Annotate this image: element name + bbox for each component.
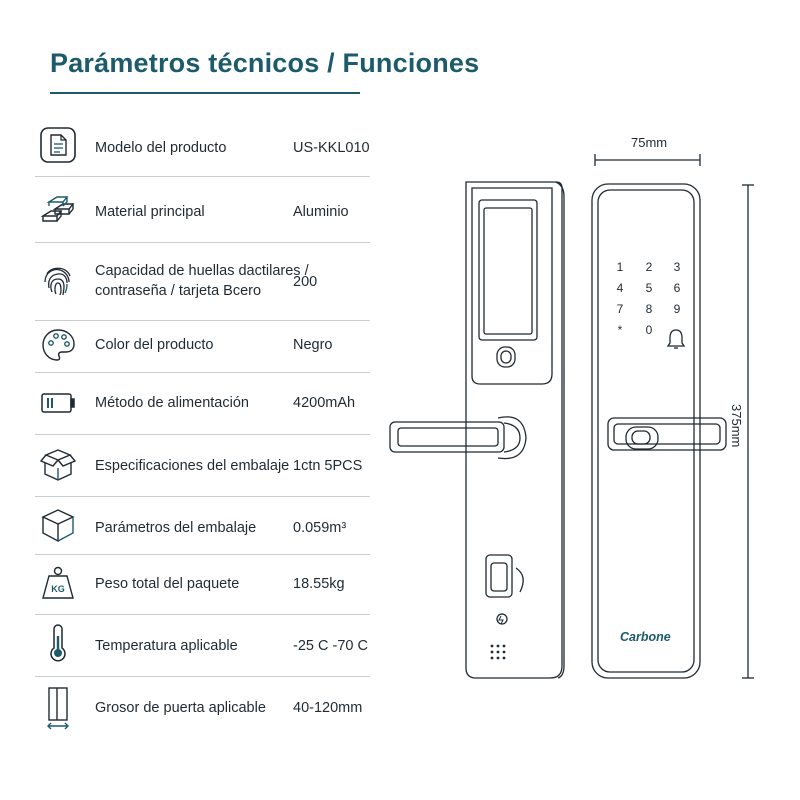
keypad [617, 260, 681, 337]
spec-row-fingerprint [35, 242, 370, 321]
spec-row-model [35, 118, 370, 177]
lock-front-view [592, 184, 726, 678]
fingerprint-icon [39, 260, 77, 298]
spec-row-weight [35, 554, 370, 615]
keypad-key: 6 [673, 281, 681, 295]
spec-row-temperature [35, 614, 370, 677]
width-dimension-label: 75mm [631, 135, 668, 150]
document-icon [39, 126, 77, 164]
spec-label: Temperatura aplicable [95, 638, 238, 654]
spec-label: Especificaciones del embalaje [95, 458, 290, 474]
smart-lock-drawing [380, 130, 790, 690]
spec-row-power [35, 372, 370, 435]
ingot-icon [39, 190, 77, 228]
keypad-key: 5 [645, 281, 653, 295]
battery-icon [39, 384, 77, 422]
spec-label: Modelo del producto [95, 140, 227, 156]
height-dimension-label: 375mm [729, 404, 744, 448]
spec-row-door-thickness [35, 676, 370, 740]
keypad-key: 3 [673, 260, 681, 274]
spec-value: 18.55kg [293, 576, 345, 592]
lock-back-view [390, 182, 564, 678]
brand-logo: Carbone [620, 630, 671, 644]
spec-label: Peso total del paquete [95, 576, 240, 592]
weight-icon-text: KG [51, 584, 65, 594]
spec-value: US-KKL010 [293, 140, 370, 156]
box-icon [39, 506, 77, 544]
keypad-key: 2 [645, 260, 653, 274]
height-dimension-line [742, 185, 754, 678]
spec-row-packaging-spec [35, 434, 370, 497]
thermometer-icon [39, 624, 77, 662]
keypad-key: 7 [616, 302, 624, 316]
spec-value: 4200mAh [293, 395, 356, 411]
spec-label-line: contraseña / tarjeta Bcero [95, 283, 262, 299]
door-thickness-icon [39, 686, 77, 730]
keypad-key: 8 [645, 302, 653, 316]
page-title: Parámetros técnicos / Funciones [50, 48, 480, 78]
width-dimension-line [595, 154, 700, 166]
title-underline [50, 92, 360, 94]
spec-row-color [35, 320, 370, 373]
spec-label-fingerprint [95, 261, 309, 301]
weight-icon [39, 564, 77, 602]
palette-icon [39, 326, 77, 364]
bell-icon [668, 330, 684, 346]
spec-label: Grosor de puerta aplicable [95, 700, 266, 716]
spec-value: Negro [293, 337, 333, 353]
keypad-key: 1 [616, 260, 624, 274]
keypad-key: 9 [673, 302, 681, 316]
spec-label: Método de alimentación [95, 395, 249, 411]
keypad-key: * [617, 323, 623, 337]
spec-value: 0.059m³ [293, 520, 347, 536]
spec-row-packaging-params [35, 496, 370, 555]
spec-row-material [35, 176, 370, 243]
spec-label-line: Capacidad de huellas dactilares / [95, 263, 309, 279]
spec-value: 40-120mm [293, 700, 363, 716]
spec-value: 200 [293, 274, 318, 290]
spec-value: 1ctn 5PCS [293, 458, 363, 474]
spec-label: Color del producto [95, 337, 214, 353]
spec-value: Aluminio [293, 204, 349, 220]
spec-value: -25 C -70 C [293, 638, 368, 654]
spec-label: Material principal [95, 204, 205, 220]
keypad-key: 4 [616, 281, 624, 295]
keypad-key: 0 [645, 323, 653, 337]
spec-label: Parámetros del embalaje [95, 520, 257, 536]
open-box-icon [39, 446, 77, 484]
